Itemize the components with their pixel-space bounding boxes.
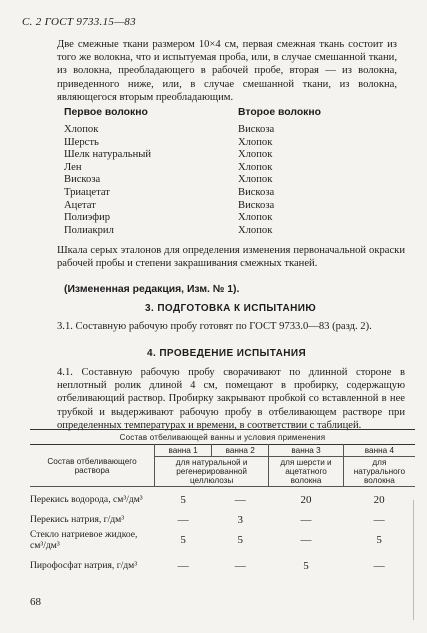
row-label: Перекись водорода, см³/дм³ [30,494,143,506]
second-fiber: Вискоза [238,124,275,135]
cell-value: — [300,513,312,526]
first-fiber: Вискоза [64,174,101,186]
second-fiber: Хлопок [238,149,273,161]
cell-value: 20 [300,493,312,506]
bath-3-header: ванна 3 [269,445,344,457]
fiber-pair-row [64,124,404,137]
bath-1-header: ванна 1 [155,445,212,457]
cell-value: — [177,559,189,572]
second-fiber: Хлопок [238,136,273,148]
clause-4-1: 4.1. Составную рабочую пробу сворачивают по длинной стороне в неплотный ролик длиной 4 см, помещают в пробирку, содержащую отбеливающий раствор. Пробирку закрывают пробкой со вставленной в нее трубкой и выдерживают рабочую пробу в отбеливающем растворе при определенных температурах и времени, в соответствии с таблицей. [57,367,405,431]
margin-rule [413,500,414,620]
first-fiber-heading: Первое волокно [64,107,148,118]
first-fiber: Ацетат [64,199,96,211]
fiber-pair-row [64,212,404,225]
cell-value: — [234,559,246,572]
first-fiber: Хлопок [64,124,99,135]
bleach-bath-table [30,429,415,579]
cell-value: 5 [180,533,186,546]
cell-value: — [177,513,189,526]
fiber-pair-row [64,174,404,187]
intro-paragraph: Две смежные ткани размером 10×4 см, первая смежная ткань состоит из того же волокна, что и испытуемая проба, или, в случае смешанной ткани, из волокна, преобладающего в рабочей пробе, вторая — из волокна, приведенного ниже, или, в случае смешанной ткани, из волокна, являющегося вторым преобладающим. [57,39,397,103]
row-label: Стекло натриевое жидкое, см³/дм³ [30,528,138,551]
table-row [30,527,415,553]
table-row [30,553,415,579]
row-label: Перекись натрия, г/дм³ [30,514,125,525]
cell-value: 5 [303,559,309,572]
page-number: 68 [30,596,41,608]
cell-value: — [234,493,246,506]
table-row [30,487,415,513]
first-fiber: Шерсть [64,136,99,148]
fiber-pair-row [64,137,404,150]
second-fiber: Хлопок [238,212,273,224]
cell-value: — [373,513,385,526]
first-fiber: Лен [64,161,82,173]
cell-value: 5 [237,533,243,546]
cell-value: — [300,533,312,546]
fiber-pair-row [64,162,404,175]
cell-value: — [373,559,385,572]
second-fiber-heading: Второе волокно [238,107,321,118]
first-fiber: Шелк натуральный [64,149,152,161]
cell-value: 20 [373,493,385,506]
bath-use-cellulose: для натуральной и регенерированной целлюлозы [155,457,269,487]
row-label: Пирофосфат натрия, г/дм³ [30,560,138,571]
section-3-heading: 3. ПОДГОТОВКА К ИСПЫТАНИЮ [145,303,317,314]
grey-scale-paragraph: Шкала серых эталонов для определения изменения первоначальной окраски рабочей пробы и степени закрашивания смежных тканей. [57,245,405,270]
cell-value: 5 [180,493,186,506]
clause-3-1: 3.1. Составную рабочую пробу готовят по ГОСТ 9733.0—83 (разд. 2). [57,321,372,332]
second-fiber: Хлопок [238,161,273,173]
amendment-note: (Измененная редакция, Изм. № 1). [64,284,240,295]
cell-value: 5 [376,533,382,546]
fiber-pair-row [64,187,404,200]
second-fiber: Вискоза [238,186,275,198]
page-header: С. 2 ГОСТ 9733.15—83 [22,16,136,28]
bath-use-wool-acetate: для шерсти и ацетатного волокна [269,457,344,487]
first-fiber: Полиэфир [64,212,111,224]
bath-2-header: ванна 2 [212,445,269,457]
bath-4-header: ванна 4 [343,445,415,457]
second-fiber: Хлопок [238,174,273,186]
fiber-pair-row [64,225,404,238]
first-fiber: Триацетат [64,186,110,198]
table-row [30,513,415,527]
fiber-pair-row [64,149,404,162]
second-fiber: Хлопок [238,224,273,236]
column-header-composition: Состав отбеливающего раствора [30,445,155,487]
cell-value: 3 [237,513,243,526]
bath-use-natural: для натурального волокна [343,457,415,487]
first-fiber: Полиакрил [64,224,114,236]
fiber-pair-row [64,200,404,213]
table-caption: Состав отбеливающей ванны и условия применения [119,432,326,442]
fiber-pairs-list [64,124,404,237]
section-4-heading: 4. ПРОВЕДЕНИЕ ИСПЫТАНИЯ [147,348,307,359]
second-fiber: Вискоза [238,199,275,211]
